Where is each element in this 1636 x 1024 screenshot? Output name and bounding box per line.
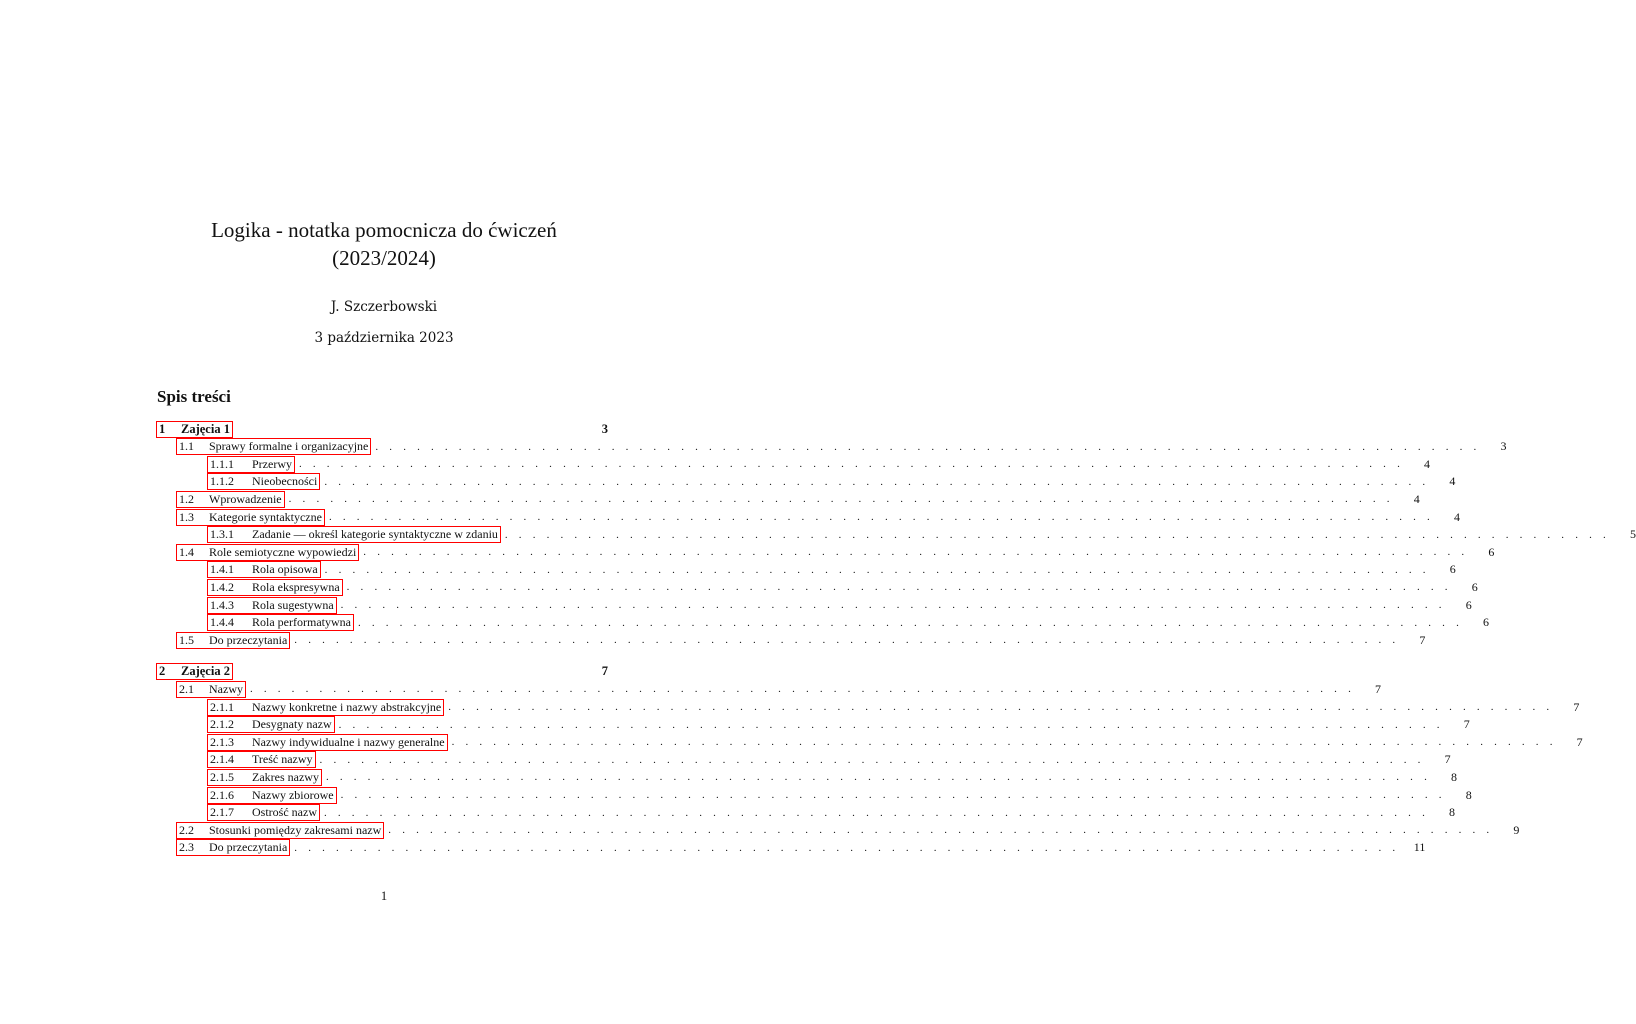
toc-leader-dots: . . . . . . . . . . . . . . . . . . . . . . . . . . . . . . . . . . . . . . . . . . . . . . . . . . . . . . . . . . . . . . . . . . . . . . . . . . . . . . . .	[388, 824, 1494, 837]
toc-page: 5	[1629, 527, 1636, 542]
toc-number: 2.1.6	[210, 787, 234, 802]
toc-page: 7	[601, 664, 608, 679]
toc-link[interactable]	[207, 579, 343, 596]
toc-page: 6	[1488, 544, 1495, 559]
toc-entry	[176, 508, 1461, 526]
toc-link[interactable]	[207, 526, 501, 543]
toc-page: 4	[1449, 474, 1456, 489]
toc-link[interactable]	[207, 561, 321, 578]
toc-entry	[176, 839, 1426, 857]
toc-link[interactable]	[207, 787, 337, 804]
toc-link[interactable]	[207, 734, 448, 751]
toc-leader-dots: . . . . . . . . . . . . . . . . . . . . . . . . . . . . . . . . . . . . . . . . . . . . . . . . . . . . . . . . . . . . . . . . . . . . . . . . . . . . . . . .	[340, 789, 1446, 801]
toc-leader-dots: . . . . . . . . . . . . . . . . . . . . . . . . . . . . . . . . . . . . . . . . . . . . . . . . . . . . . . . . . . . . . . . . . . . . . . . . . . . . . . . .	[298, 458, 1405, 471]
toc-leader-dots: . . . . . . . . . . . . . . . . . . . . . . . . . . . . . . . . . . . . . . . . . . . . . . . . . . . . . . . . . . . . . . . . . . . . . . . . . . . . . . . .	[324, 475, 1430, 488]
toc-link[interactable]	[207, 769, 322, 786]
toc-title: Nazwy indywidualne i nazwy generalne	[252, 734, 445, 749]
toc-number: 1.5	[179, 632, 194, 647]
toc-entry	[207, 768, 1458, 786]
toc-page: 8	[1451, 769, 1458, 784]
toc-link[interactable]	[207, 716, 335, 733]
toc-entry	[176, 438, 1507, 456]
toc-number: 1.1.1	[210, 456, 234, 471]
toc-leader-dots: . . . . . . . . . . . . . . . . . . . . . . . . . . . . . . . . . . . . . . . . . . . . . . . . . . . . . . . . . . . . . . . . . . . . . . . . . . . . . . . .	[448, 701, 1554, 713]
toc-title: Nieobecności	[252, 474, 318, 489]
toc-page: 7	[1444, 752, 1451, 767]
toc-title: Rola opisowa	[252, 562, 318, 577]
toc-number: 1.4.1	[210, 562, 234, 577]
toc-leader-dots: . . . . . . . . . . . . . . . . . . . . . . . . . . . . . . . . . . . . . . . . . . . . . . . . . . . . . . . . . . . . . . . . . . . . . . . . . . . . . . . .	[324, 563, 1430, 576]
toc-page: 7	[1576, 734, 1583, 749]
toc-title: Nazwy	[209, 681, 243, 696]
toc-title: Zakres nazwy	[252, 769, 319, 784]
toc-number: 1.3	[179, 509, 194, 524]
toc-number: 2.1	[179, 681, 194, 696]
toc-page: 3	[601, 421, 608, 436]
toc-page: 8	[1449, 805, 1456, 820]
toc-entry	[207, 698, 1580, 716]
toc-entry	[207, 733, 1583, 751]
toc-entry	[207, 561, 1456, 579]
toc-number: 1.1.2	[210, 474, 234, 489]
toc-title: Zajęcia 1	[181, 421, 230, 436]
toc-leader-dots: . . . . . . . . . . . . . . . . . . . . . . . . . . . . . . . . . . . . . . . . . . . . . . . . . . . . . . . . . . . . . . . . . . . . . . . . . . . . . . . .	[319, 753, 1425, 766]
toc-link[interactable]	[176, 438, 371, 455]
toc-leader-dots: . . . . . . . . . . . . . . . . . . . . . . . . . . . . . . . . . . . . . . . . . . . . . . . . . . . . . . . . . . . . . . . . . . . . . . . . . . . . . . . .	[363, 546, 1469, 559]
author: J. Szczerbowski	[330, 299, 438, 315]
toc-link[interactable]	[207, 614, 354, 631]
toc-link[interactable]	[176, 632, 290, 649]
toc-page: 6	[1465, 597, 1472, 612]
toc-entry	[207, 614, 1490, 632]
toc-title: Ostrość nazw	[252, 805, 317, 820]
toc-link[interactable]	[207, 597, 337, 614]
toc-page: 4	[1424, 456, 1431, 471]
toc-entry	[207, 526, 1636, 544]
toc-entry	[207, 804, 1456, 822]
toc-number: 2.3	[179, 840, 194, 855]
toc-number: 2.1.1	[210, 699, 234, 714]
toc-number: 1.1	[179, 439, 194, 454]
toc-leader-dots: . . . . . . . . . . . . . . . . . . . . . . . . . . . . . . . . . . . . . . . . . . . . . . . . . . . . . . . . . . . . . . . . . . . . . . . . . . . . . . . .	[357, 616, 1464, 629]
toc-link[interactable]	[207, 804, 320, 821]
title-line-2: (2023/2024)	[332, 246, 436, 270]
date: 3 października 2023	[314, 330, 454, 346]
toc-number: 2	[159, 664, 166, 679]
toc-page: 6	[1449, 562, 1456, 577]
toc-page: 7	[1419, 632, 1426, 647]
toc-title: Role semiotyczne wypowiedzi	[209, 544, 357, 559]
toc-page: 7	[1573, 699, 1580, 714]
toc-title: Kategorie syntaktyczne	[209, 509, 322, 524]
toc-number: 2.1.3	[210, 734, 234, 749]
toc-number: 2.1.5	[210, 769, 234, 784]
toc-link[interactable]	[176, 681, 246, 698]
toc-entry	[176, 821, 1520, 839]
toc-page: 6	[1471, 579, 1478, 594]
toc-title: Desygnaty nazw	[252, 717, 332, 732]
document-title	[0, 216, 768, 272]
toc-entry	[156, 420, 608, 438]
toc-link[interactable]	[207, 473, 320, 490]
page-number: 1	[380, 889, 388, 903]
toc-link[interactable]	[176, 491, 285, 508]
toc-number: 2.2	[179, 822, 194, 837]
toc-number: 2.1.2	[210, 717, 234, 732]
toc-title: Rola ekspresywna	[252, 579, 340, 594]
toc-title: Sprawy formalne i organizacyjne	[209, 439, 369, 454]
toc-link[interactable]	[207, 751, 316, 768]
toc-title: Wprowadzenie	[209, 491, 282, 506]
toc-heading: Spis treści	[157, 387, 231, 406]
toc-title: Rola performatywna	[252, 615, 351, 630]
toc-leader-dots: . . . . . . . . . . . . . . . . . . . . . . . . . . . . . . . . . . . . . . . . . . . . . . . . . . . . . . . . . . . . . . . . . . . . . . . . . . . . . . . .	[294, 634, 1400, 647]
toc-page: 11	[1413, 840, 1426, 855]
toc-number: 2.1.4	[210, 752, 234, 767]
toc-leader-dots: . . . . . . . . . . . . . . . . . . . . . . . . . . . . . . . . . . . . . . . . . . . . . . . . . . . . . . . . . . . . . . . . . . . . . . . . . . . . . . . .	[325, 771, 1432, 784]
toc-entry	[207, 716, 1470, 734]
toc-title: Stosunki pomiędzy zakresami nazw	[209, 822, 382, 837]
toc-entry	[207, 751, 1451, 769]
toc-leader-dots: . . . . . . . . . . . . . . . . . . . . . . . . . . . . . . . . . . . . . . . . . . . . . . . . . . . . . . . . . . . . . . . . . . . . . . . . . . . . . . . .	[323, 806, 1430, 819]
toc-number: 2.1.7	[210, 805, 234, 820]
toc-entry	[207, 455, 1431, 473]
toc-link[interactable]	[176, 509, 325, 526]
toc-entry	[207, 473, 1456, 491]
toc-entry	[156, 663, 608, 681]
toc-leader-dots: . . . . . . . . . . . . . . . . . . . . . . . . . . . . . . . . . . . . . . . . . . . . . . . . . . . . . . . . . . . . . . . . . . . . . . . . . . . . . . . .	[375, 440, 1481, 453]
toc-page: 3	[1500, 439, 1507, 454]
toc-title: Przerwy	[252, 456, 292, 471]
toc-link[interactable]	[176, 839, 290, 856]
toc-leader-dots: . . . . . . . . . . . . . . . . . . . . . . . . . . . . . . . . . . . . . . . . . . . . . . . . . . . . . . . . . . . . . . . . . . . . . . . . . . . . . . . .	[294, 841, 1400, 854]
toc-number: 1.4.3	[210, 597, 234, 612]
toc-leader-dots: . . . . . . . . . . . . . . . . . . . . . . . . . . . . . . . . . . . . . . . . . . . . . . . . . . . . . . . . . . . . . . . . . . . . . . . . . . . . . . . .	[504, 528, 1610, 541]
toc-link[interactable]	[207, 699, 444, 716]
toc-page: 7	[1463, 717, 1470, 732]
toc-number: 1.4	[179, 544, 194, 559]
toc-page: 6	[1483, 615, 1490, 630]
toc-number: 1.3.1	[210, 527, 234, 542]
toc-leader-dots: . . . . . . . . . . . . . . . . . . . . . . . . . . . . . . . . . . . . . . . . . . . . . . . . . . . . . . . . . . . . . . . . . . . . . . . . . . . . . . . .	[338, 718, 1444, 731]
toc-leader-dots: . . . . . . . . . . . . . . . . . . . . . . . . . . . . . . . . . . . . . . . . . . . . . . . . . . . . . . . . . . . . . . . . . . . . . . . . . . . . . . . .	[340, 599, 1446, 611]
toc-title: Nazwy konkretne i nazwy abstrakcyjne	[252, 699, 442, 714]
toc-title: Rola sugestywna	[252, 597, 334, 612]
toc-page: 4	[1413, 491, 1420, 506]
toc-title: Do przeczytania	[209, 840, 288, 855]
toc-entry	[176, 543, 1495, 561]
toc-title: Nazwy zbiorowe	[252, 787, 334, 802]
toc-number: 1.4.4	[210, 615, 234, 630]
toc-number: 1	[159, 421, 166, 436]
toc-link[interactable]	[207, 456, 295, 473]
toc-entry	[176, 680, 1382, 698]
toc-link[interactable]	[176, 544, 359, 561]
toc-leader-dots: . . . . . . . . . . . . . . . . . . . . . . . . . . . . . . . . . . . . . . . . . . . . . . . . . . . . . . . . . . . . . . . . . . . . . . . . . . . . . . . .	[249, 683, 1356, 696]
toc-page: 4	[1454, 509, 1461, 524]
toc-leader-dots: . . . . . . . . . . . . . . . . . . . . . . . . . . . . . . . . . . . . . . . . . . . . . . . . . . . . . . . . . . . . . . . . . . . . . . . . . . . . . . . .	[288, 493, 1394, 506]
toc-page: 8	[1465, 787, 1472, 802]
toc-leader-dots: . . . . . . . . . . . . . . . . . . . . . . . . . . . . . . . . . . . . . . . . . . . . . . . . . . . . . . . . . . . . . . . . . . . . . . . . . . . . . . . .	[328, 511, 1435, 523]
title-line-1: Logika - notatka pomocnicza do ćwiczeń	[211, 218, 557, 242]
toc-link[interactable]	[156, 421, 233, 438]
toc-leader-dots: . . . . . . . . . . . . . . . . . . . . . . . . . . . . . . . . . . . . . . . . . . . . . . . . . . . . . . . . . . . . . . . . . . . . . . . . . . . . . . . .	[451, 736, 1557, 749]
toc-entry	[207, 786, 1472, 804]
toc-link[interactable]	[176, 822, 384, 839]
toc-entry	[207, 596, 1472, 614]
toc-entry	[176, 631, 1426, 649]
toc-title: Zadanie — określ kategorie syntaktyczne w zdaniu	[252, 527, 498, 542]
toc-page: 7	[1375, 681, 1382, 696]
toc-page: 9	[1513, 822, 1520, 837]
toc-link[interactable]	[156, 663, 233, 680]
toc-leader-dots: . . . . . . . . . . . . . . . . . . . . . . . . . . . . . . . . . . . . . . . . . . . . . . . . . . . . . . . . . . . . . . . . . . . . . . . . . . . . . . . .	[346, 581, 1452, 594]
toc-entry	[176, 490, 1420, 508]
toc-title: Zajęcia 2	[181, 664, 230, 679]
toc-number: 1.2	[179, 491, 194, 506]
toc-entry	[207, 578, 1478, 596]
toc-title: Treść nazwy	[252, 752, 313, 767]
toc-title: Do przeczytania	[209, 632, 288, 647]
toc-number: 1.4.2	[210, 579, 234, 594]
